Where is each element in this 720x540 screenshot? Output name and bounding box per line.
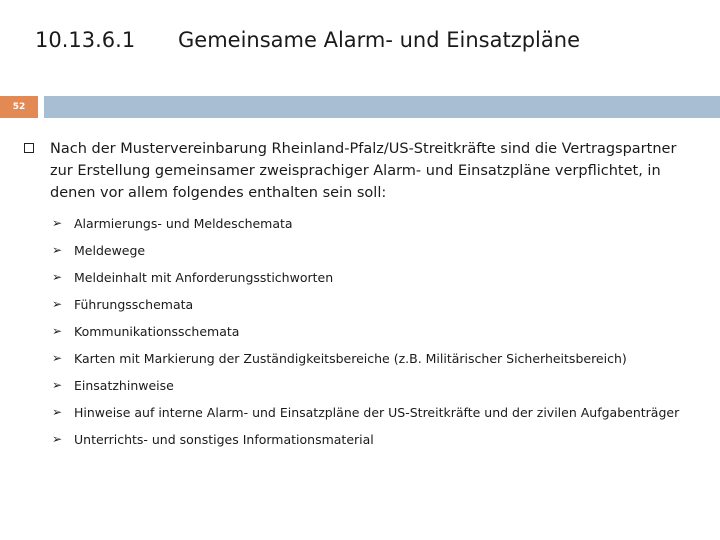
- list-item: [52, 376, 712, 395]
- list-item: [52, 268, 712, 287]
- list-item-text: Alarmierungs- und Meldeschemata: [74, 216, 293, 231]
- arrow-bullet-icon: ➢: [52, 405, 63, 419]
- list-item-text: Meldeinhalt mit Anforderungsstichworten: [74, 270, 334, 285]
- arrow-bullet-icon: ➢: [52, 378, 63, 392]
- list-item-text: Kommunikationsschemata: [74, 324, 240, 339]
- arrow-bullet-icon: ➢: [52, 216, 63, 230]
- square-bullet-icon: [24, 143, 34, 153]
- list-item-text: Hinweise auf interne Alarm- und Einsatzpläne der US-Streitkräfte und der zivilen Aufgabenträger: [74, 405, 680, 420]
- list-item-text: Karten mit Markierung der Zuständigkeitsbereiche (z.B. Militärischer Sicherheitsbereich): [74, 351, 627, 366]
- arrow-bullet-icon: ➢: [52, 243, 63, 257]
- list-item-text: Unterrichts- und sonstiges Informationsmaterial: [74, 432, 374, 447]
- list-item: [52, 241, 712, 260]
- arrow-bullet-icon: ➢: [52, 324, 63, 338]
- list-item: [52, 322, 712, 341]
- list-item-text: Meldewege: [74, 243, 146, 258]
- list-item: [52, 214, 712, 233]
- page-title: Gemeinsame Alarm- und Einsatzpläne: [178, 28, 580, 52]
- main-bullet-text: Nach der Mustervereinbarung Rheinland-Pfalz/US-Streitkräfte sind die Vertragspartner zur Erstellung gemeinsamer zweisprachiger Alarm- und Einsatzpläne verpflichtet, in denen vor allem folgendes enthalten sein soll:: [50, 141, 677, 201]
- page-number-badge: 52: [0, 96, 38, 118]
- header-bar: [44, 96, 720, 118]
- list-item: [52, 295, 712, 314]
- section-number: 10.13.6.1: [35, 28, 136, 52]
- list-item-text: Führungsschemata: [74, 297, 194, 312]
- list-item: [52, 403, 712, 422]
- list-item: [52, 430, 712, 449]
- arrow-bullet-icon: ➢: [52, 432, 63, 446]
- arrow-bullet-icon: ➢: [52, 270, 63, 284]
- list-item: [52, 349, 712, 368]
- arrow-bullet-icon: ➢: [52, 297, 63, 311]
- sub-bullet-list: [52, 214, 712, 457]
- slide-title: [0, 24, 720, 58]
- list-item-text: Einsatzhinweise: [74, 378, 174, 393]
- arrow-bullet-icon: ➢: [52, 351, 63, 365]
- main-bullet: [24, 138, 684, 204]
